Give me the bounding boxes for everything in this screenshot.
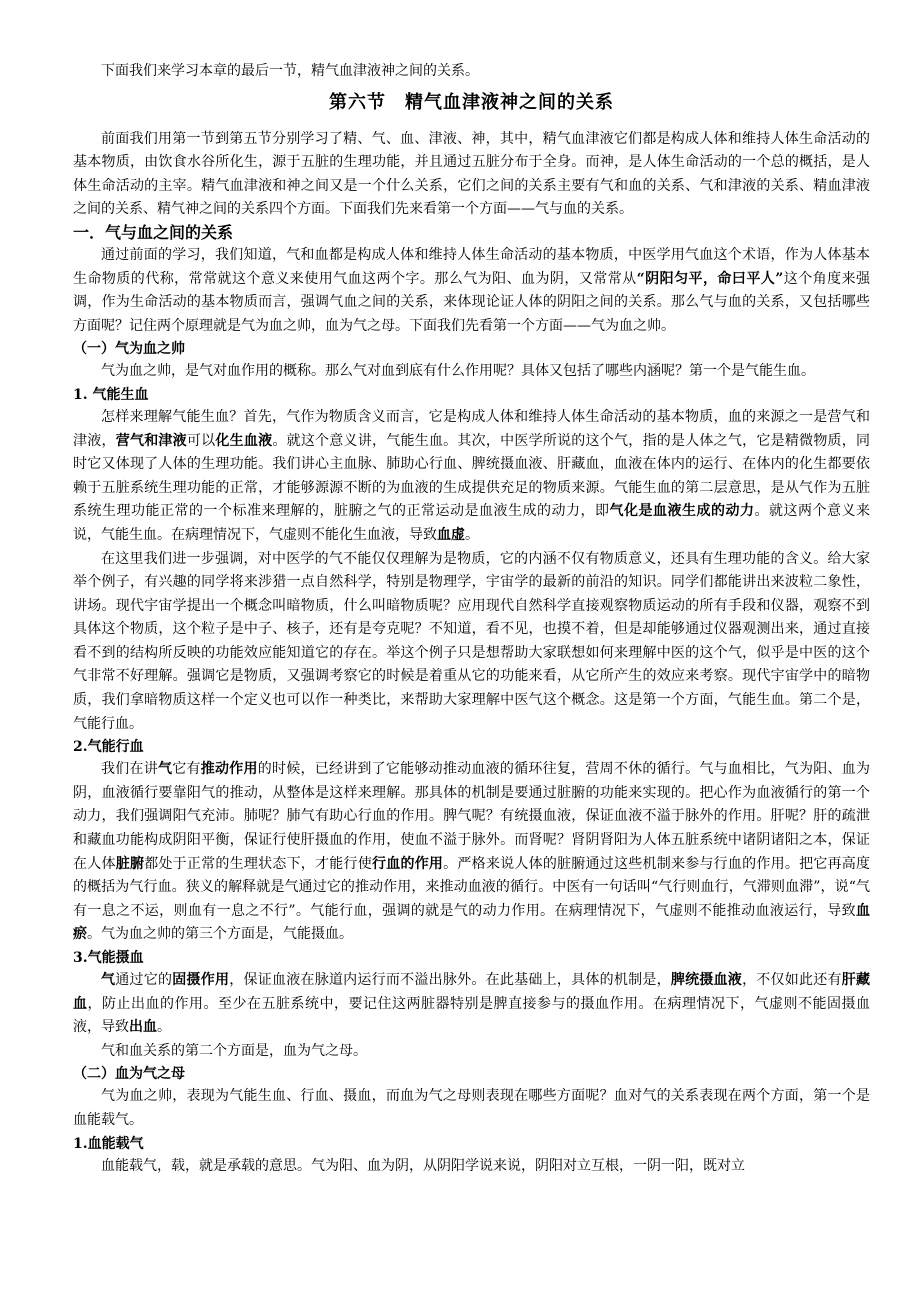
text-run: ，防止出血的作用。至少在五脏系统中，要记住这两脏器特别是脾直接参与的摄血作用。在病理情况下，气虚则不能固摄血液，导致 [73, 995, 870, 1036]
bold-text: 气 [157, 761, 173, 778]
text-run: 。严格来说人体的脏腑通过这些机制来参与行血的作用。把它再高度的概括为气行血。狭义的解释就是气通过它的推动作用，来推动血液的循行。中医有一句话叫“气行则血行，气滞则血滞”，说“气有一息之不运，则血有一息之不行”。气能行血，强调的就是气的动力作用。在病理情况下，气虚则不能推动血液运行，导致 [73, 855, 871, 919]
paragraph-dark-matter-analogy: 在这里我们进一步强调，对中医学的气不能仅仅理解为是物质，它的内涵不仅有物质意义，还具有生理功能的含义。给大家举个例子，有兴趣的同学将来涉猎一点自然科学，特别是物理学，宇宙学的最新的前沿的知识。同学们都能讲出来波粒二象性，讲场。现代宇宙学提出一个概念叫暗物质，什么叫暗物质呢？应用现代自然科学直接观察物质运动的所有手段和仪器，观察不到具体这个物质，这个粒子是中子、核子，还有是夸克呢？不知道，看不见，也摸不着，但是却能够通过仪器观测出来，通过直接看不到的结构所反映的功能效应能知道它的存在。举这个例子只是想帮助大家联想如何来理解中医的这个气，似乎是中医的这个气非常不好理解。强调它是物质，又强调考察它的时候是着重从它的功能来看，从它所产生的效应来考察。现代宇宙学中的暗物质，我们拿暗物质这样一个定义也可以作一种类比，来帮助大家理解中医气这个概念。这是第一个方面，气能生血。第二个是，气能行血。 [73, 550, 870, 732]
heading-qi-moves-blood: 2.气能行血 [73, 739, 144, 756]
paragraph-qi-commands-blood: 气为血之帅，是气对血作用的概称。那么气对血到底有什么作用呢？具体又包括了哪些内涵呢？第一个是气能生血。 [101, 363, 815, 380]
bold-text: 出血 [129, 1019, 157, 1036]
paragraph-qi-generates-blood [73, 406, 870, 548]
heading-blood-mother-of-qi: （二）血为气之母 [73, 1066, 185, 1083]
intro-paragraph: 下面我们来学习本章的最后一节，精气血津液神之间的关系。 [101, 63, 479, 79]
heading-qi-holds-blood: 3.气能摄血 [73, 950, 144, 966]
text-run: 通过它的 [115, 972, 173, 988]
paragraph-blood-mother-of-qi: 气为血之帅，表现为气能生血、行血、摄血，而血为气之母则表现在哪些方面呢？血对气的关系表现在两个方面，第一个是血能载气。 [73, 1088, 870, 1128]
text-run: ，不仅如此还有 [742, 972, 842, 988]
bold-text: 气化是血液生成的动力 [609, 503, 755, 520]
bold-text: 脏腑 [115, 855, 145, 872]
paragraph-qi-moves-blood [73, 758, 870, 947]
text-run: 可以 [186, 432, 216, 449]
heading-qi-blood-relation: 一．气与血之间的关系 [73, 222, 234, 242]
bold-text: 脾统摄血液 [670, 972, 743, 988]
bold-text: 肝藏血 [73, 972, 871, 1012]
text-run: 。 [157, 1019, 171, 1036]
bold-text: 血虚 [437, 526, 465, 543]
bold-text: “阴阳匀平，命曰平人” [636, 270, 784, 287]
bold-text: 气 [101, 972, 116, 988]
paragraph-overview: 前面我们用第一节到第五节分别学习了精、气、血、津液、神，其中，精气血津液它们都是构成人体和维持人体生命活动的基本物质，由饮食水谷所化生，源于五脏的生理功能，并且通过五脏分布于全身。而神，是人体生命活动的一个总的概括，是人体生命活动的主宰。精气血津液和神之间又是一个什么关系，它们之间的关系主要有气和血的关系、气和津液的关系、精血津液之间的关系、精气神之间的关系四个方面。下面我们先来看第一个方面——气与血的关系。 [73, 130, 870, 218]
text-run: 怎样来理解气能生血？首先，气作为物质含义而言，它是构成人体和维持人体生命活动的基本物质，血的来源之一是营气和津液， [73, 408, 870, 449]
section-title: 第六节 精气血津液神之间的关系 [329, 91, 614, 113]
text-run: 它有 [172, 761, 201, 778]
paragraph-qi-holds-blood [73, 969, 870, 1040]
bold-text: 血瘀 [73, 902, 870, 943]
text-run: 。就这两个意义来说，气能生血。在病理情况下，气虚则不能化生血液，导致 [73, 503, 870, 543]
heading-blood-carries-qi: 1.血能载气 [73, 1135, 144, 1152]
text-run: 都处于正常的生理状态下，才能行使 [144, 855, 372, 872]
text-run: 这个角度来强调，作为生命活动的基本物质而言，强调气血之间的关系，来体现论证人体的阴阳之间的关系。那么气与血的关系，又包括哪些方面呢？记住两个原理就是气为血之帅，血为气之母。下面我们先看第一个方面——气为血之帅。 [73, 270, 871, 334]
bold-text: 行血的作用 [371, 855, 444, 872]
text-run: 的时候，已经讲到了它能够动推动血液的循环往复，营周不休的循行。气与血相比，气为阳、血为阴，血液循行要靠阳气的推动，从整体是这样来理解。那具体的机制是要通过脏腑的功能来实现的。把心作为血液循行的第一个动力，我们强调阳气充沛。肺呢？肺气有助心行血的作用。脾气呢？有统摄血液，保证血液不溢于脉外的作用。肝呢？肝的疏泄和藏血功能构成阴阳平衡，保证行使肝摄血的作用，使血不溢于脉外。而肾呢？肾阴肾阳为人体五脏系统中诸阴诸阳之本，保证在人体 [73, 761, 871, 872]
heading-qi-generates-blood: 1. 气能生血 [73, 386, 149, 403]
paragraph-blood-carries-qi: 血能载气，载，就是承载的意思。气为阳、血为阴，从阴阳学说来说，阴阳对立互根，一阴一阳，既对立 [101, 1157, 745, 1174]
paragraph-qi-blood-intro [73, 244, 870, 338]
text-run: 我们在讲 [101, 761, 158, 778]
bold-text: 营气和津液 [115, 432, 187, 449]
text-run: ，保证血液在脉道内运行而不溢出脉外。在此基础上，具体的机制是， [229, 972, 671, 988]
bold-text: 化生血液 [215, 432, 273, 449]
text-run: 通过前面的学习，我们知道，气和血都是构成人体和维持人体生命活动的基本物质，中医学用气血这个术语，作为人体基本生命物质的代称，常常就这个意义来使用气血这两个字。那么气为阳、血为阴，又常常从 [73, 246, 870, 287]
bold-text: 固摄作用 [172, 972, 230, 988]
paragraph-transition: 气和血关系的第二个方面是，血为气之母。 [101, 1042, 367, 1059]
heading-qi-commands-blood: （一）气为血之帅 [73, 341, 185, 358]
bold-text: 推动作用 [200, 761, 258, 778]
text-run: 。气为血之帅的第三个方面是，气能摄血。 [87, 926, 353, 943]
text-run: 。就这个意义讲，气能生血。其次，中医学所说的这个气，指的是人体之气，它是精微物质，同时它又体现了人体的生理功能。我们讲心主血脉、肺助心行血、脾统摄血液、肝藏血，血液在体内的运行、在体内的化生都要依赖于五脏系统生理功能的正常，才能够源源不断的为血液的生成提供充足的物质来源。气能生血的第二层意思，是从气作为五脏系统生理功能正常的一个标准来理解的，脏腑之气的正常运动是血液生成的动力，即 [73, 432, 871, 520]
text-run: 。 [465, 526, 479, 543]
